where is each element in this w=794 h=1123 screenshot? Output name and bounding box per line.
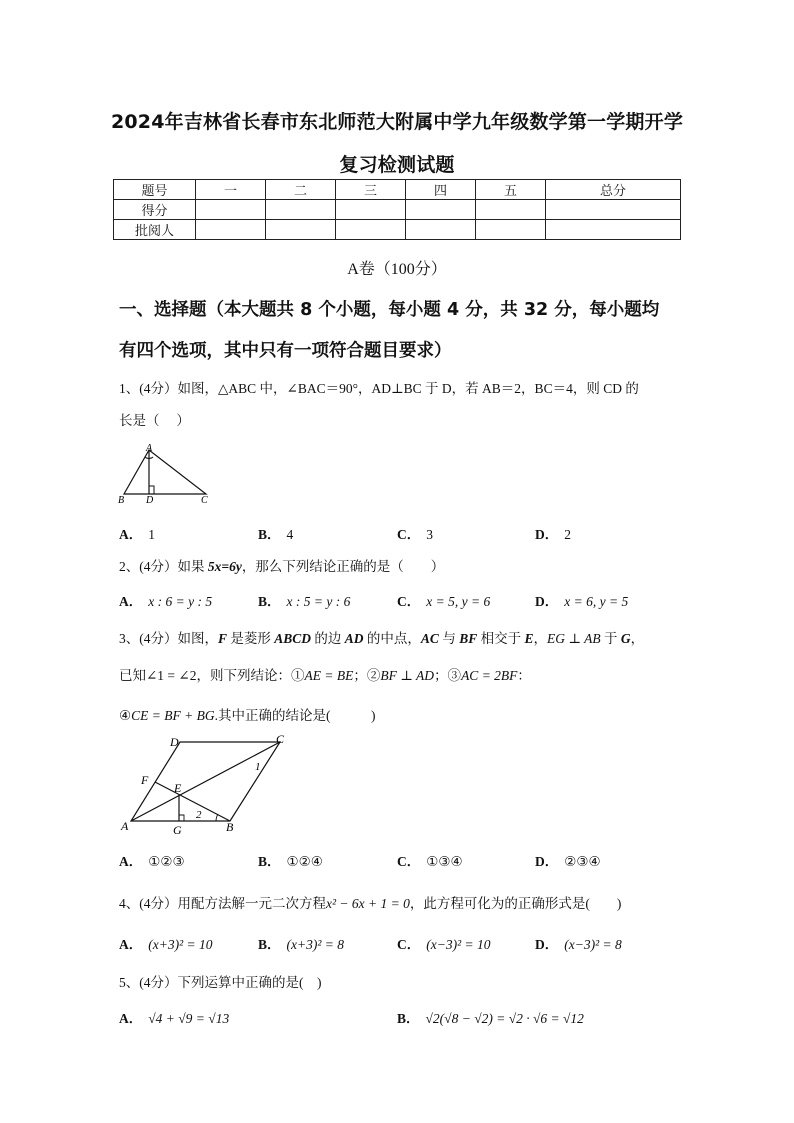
q4-suffix: ，此方程可化为的正确形式是( ) — [409, 896, 622, 911]
label-c: C — [201, 495, 208, 506]
q2-condition: 5x=6y — [207, 559, 242, 574]
question-3-stem-line2 — [119, 664, 531, 684]
text: 已知∠1 = ∠2，则下列结论：① — [119, 668, 305, 683]
question-1-stem-line2: 长是（ ） — [119, 413, 190, 428]
label-b: B — [226, 820, 234, 834]
option-letter: D． — [535, 937, 559, 952]
text: 于 — [600, 631, 621, 646]
question-5-stem: 5、(4分）下列运算中正确的是( ) — [119, 975, 322, 990]
score-table — [113, 179, 681, 240]
text: 相交于 — [477, 631, 525, 646]
score-cell — [266, 220, 336, 240]
score-cell — [336, 220, 406, 240]
question-3-stem-line1 — [119, 627, 644, 647]
q2-option-d[interactable] — [535, 590, 628, 610]
score-table-row — [114, 200, 681, 220]
triangle-abc — [124, 450, 206, 494]
score-cell — [196, 220, 266, 240]
text: ， — [533, 631, 547, 646]
text: 的中点， — [363, 631, 421, 646]
option-text: x : 5 = y : 6 — [286, 594, 351, 609]
option-text: ①③④ — [426, 854, 463, 869]
option-text: (x+3)² = 10 — [148, 937, 213, 952]
label-g: G — [173, 823, 182, 837]
label-c: C — [276, 732, 285, 746]
rhombus-figure — [116, 730, 296, 838]
option-letter: A． — [119, 937, 143, 952]
label-b: B — [118, 495, 125, 506]
option-text: ②③④ — [564, 854, 601, 869]
option-text: (x+3)² = 8 — [286, 937, 345, 952]
label-a: A — [146, 443, 153, 454]
score-cell — [546, 200, 681, 220]
score-header-cell: 一 — [196, 180, 266, 200]
math: AE = BE — [304, 668, 354, 683]
right-angle-mark-g — [179, 815, 184, 821]
option-letter: D． — [535, 854, 559, 869]
q5-option-a[interactable] — [119, 1007, 229, 1027]
score-row-label: 批阅人 — [114, 220, 196, 240]
label-e: E — [174, 781, 182, 795]
q3-option-c[interactable] — [397, 850, 463, 870]
question-4-stem — [119, 892, 621, 912]
math: CE = BF + BG — [131, 708, 215, 723]
option-text: x : 6 = y : 5 — [148, 594, 213, 609]
q1-option-d[interactable] — [535, 523, 571, 543]
score-table-row — [114, 220, 681, 240]
option-letter: B． — [258, 594, 281, 609]
q1-option-b[interactable] — [258, 523, 293, 543]
score-cell — [406, 200, 476, 220]
label-d: D — [170, 735, 179, 749]
score-cell — [266, 200, 336, 220]
math: E — [524, 631, 534, 646]
score-cell — [406, 220, 476, 240]
option-text: ①②③ — [148, 854, 185, 869]
score-cell — [196, 200, 266, 220]
option-text: 2 — [564, 527, 571, 542]
q2-prefix: 2、(4分）如果 — [119, 559, 208, 574]
question-2-stem — [119, 555, 444, 575]
option-letter: C． — [397, 854, 421, 869]
triangle-figure — [116, 441, 216, 507]
option-text: (x−3)² = 8 — [564, 937, 622, 952]
label-d: D — [146, 495, 154, 506]
option-letter: D． — [535, 594, 559, 609]
option-letter: A． — [119, 1011, 143, 1026]
text: ， — [630, 631, 645, 646]
score-cell — [476, 220, 546, 240]
option-text: (x−3)² = 10 — [426, 937, 491, 952]
angle-2-arc — [216, 814, 218, 821]
text: ；③ — [434, 668, 462, 683]
q4-equation: x² − 6x + 1 = 0 — [326, 896, 410, 911]
text: ④ — [119, 708, 132, 723]
score-cell — [546, 220, 681, 240]
option-letter: B． — [397, 1011, 420, 1026]
math: F — [218, 631, 228, 646]
score-row-label: 得分 — [114, 200, 196, 220]
option-letter: B． — [258, 937, 281, 952]
score-header-cell: 四 — [406, 180, 476, 200]
label-angle-1: 1 — [255, 761, 261, 773]
q1-option-a[interactable] — [119, 523, 155, 543]
q2-option-a[interactable] — [119, 590, 212, 610]
option-letter: C． — [397, 937, 421, 952]
option-letter: A． — [119, 854, 143, 869]
option-letter: A． — [119, 594, 143, 609]
option-text: √4 + √9 = √13 — [148, 1011, 230, 1026]
option-text: 4 — [286, 527, 294, 542]
section-heading-line2: 有四个选项，其中只有一项符合题目要求） — [119, 341, 452, 361]
math: G — [620, 631, 631, 646]
math: AD — [344, 631, 364, 646]
q4-prefix: 4、(4分）用配方法解一元二次方程 — [119, 896, 326, 911]
q4-option-d[interactable] — [535, 933, 622, 953]
section-heading-line1: 一、选择题（本大题共 8 个小题，每小题 4 分，共 32 分，每小题均 — [119, 300, 660, 320]
score-header-cell: 二 — [266, 180, 336, 200]
math: AC — [420, 631, 439, 646]
option-letter: C． — [397, 527, 421, 542]
text: 是菱形 — [227, 631, 275, 646]
q5-option-b[interactable] — [397, 1007, 584, 1027]
option-text: ①②④ — [286, 854, 323, 869]
option-text: x = 6, y = 5 — [564, 594, 629, 609]
option-text: 3 — [426, 527, 433, 542]
page-title-line2: 复习检测试题 — [339, 154, 455, 176]
question-3-stem-line3 — [119, 704, 375, 724]
option-letter: B． — [258, 854, 281, 869]
text: 与 — [438, 631, 460, 646]
diagonal-ac — [131, 742, 280, 821]
text: 3、(4分）如图， — [119, 631, 218, 646]
score-header-cell: 五 — [476, 180, 546, 200]
question-1-stem: 1、(4分）如图，△ABC 中，∠BAC＝90°，AD⊥BC 于 D，若 AB＝2，BC＝4，则 CD 的 — [119, 381, 639, 396]
text: ： — [517, 668, 531, 683]
math: BF — [459, 631, 478, 646]
q3-option-b[interactable] — [258, 850, 323, 870]
score-header-cell: 题号 — [114, 180, 196, 200]
score-cell — [336, 200, 406, 220]
option-text: 1 — [148, 527, 155, 542]
label-angle-2: 2 — [196, 809, 202, 821]
q3-option-a[interactable] — [119, 850, 185, 870]
option-text: √2(√8 − √2) = √2 · √6 = √12 — [425, 1011, 584, 1026]
text: 的边 — [311, 631, 345, 646]
score-table-header — [114, 180, 681, 200]
label-a: A — [121, 819, 129, 833]
text: ；② — [353, 668, 381, 683]
text: .其中正确的结论是( ) — [214, 708, 376, 723]
math: BF ⊥ AD — [380, 668, 435, 683]
q3-option-d[interactable] — [535, 850, 601, 870]
q4-option-c[interactable] — [397, 933, 491, 953]
q2-option-c[interactable] — [397, 590, 490, 610]
q4-option-b[interactable] — [258, 933, 344, 953]
score-header-cell: 三 — [336, 180, 406, 200]
right-angle-mark-d — [149, 486, 154, 494]
label-f: F — [141, 773, 149, 787]
math: AC = 2BF — [461, 668, 518, 683]
option-letter: A． — [119, 527, 143, 542]
paper-part-label: A卷（100分） — [347, 261, 447, 278]
math: EG ⊥ AB — [546, 631, 601, 646]
option-letter: D． — [535, 527, 559, 542]
page-title-line1: 2024年吉林省长春市东北师范大附属中学九年级数学第一学期开学 — [110, 111, 684, 133]
math: ABCD — [274, 631, 312, 646]
score-cell — [476, 200, 546, 220]
q2-option-b[interactable] — [258, 590, 350, 610]
option-letter: B． — [258, 527, 281, 542]
q2-suffix: ，那么下列结论正确的是（ ） — [241, 559, 445, 574]
q1-option-c[interactable] — [397, 523, 433, 543]
score-header-cell: 总分 — [546, 180, 681, 200]
option-letter: C． — [397, 594, 421, 609]
option-text: x = 5, y = 6 — [426, 594, 491, 609]
q4-option-a[interactable] — [119, 933, 213, 953]
